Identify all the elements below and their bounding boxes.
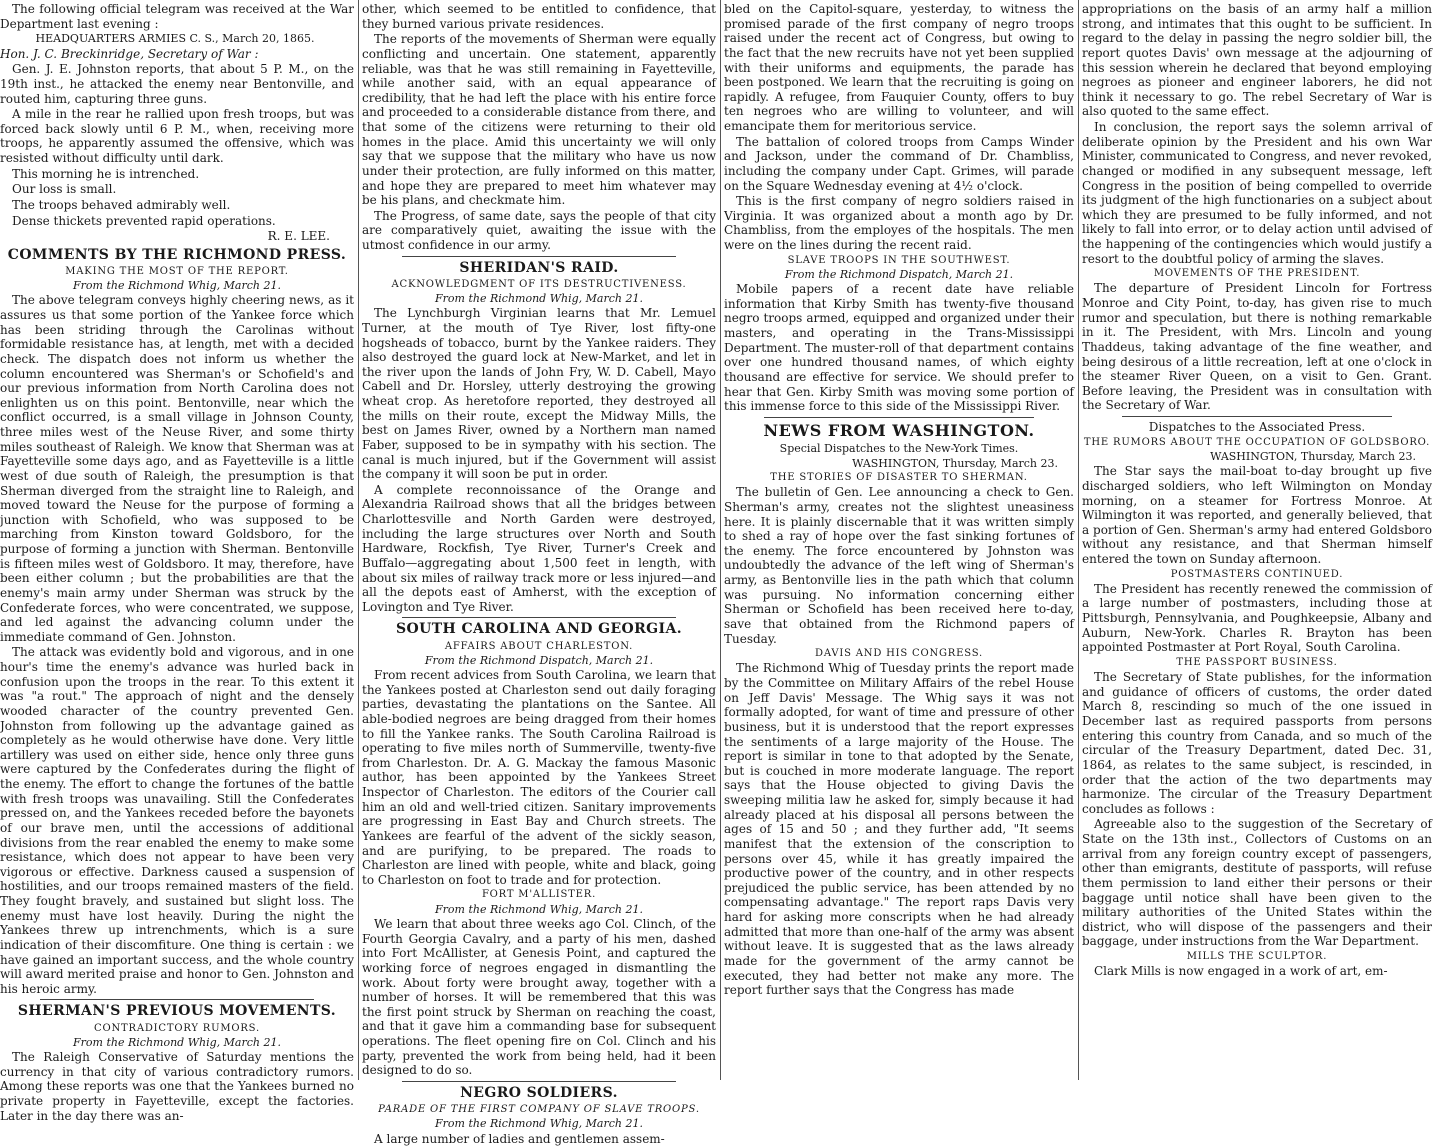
subheading: MAKING THE MOST OF THE REPORT.	[65, 265, 289, 277]
subheading: MILLS THE SCULPTOR.	[1186, 951, 1328, 963]
column-rule	[1078, 0, 1079, 1080]
subheading: DAVIS AND HIS CONGRESS.	[815, 648, 983, 660]
article-paragraph: Agreeable also to the suggestion of the Secretary of State on the 13th inst., Collectors of Customs on an arrival from any foreign country except of passengers, other than emigrants, destitute of passports, will refuse them permission to land either their persons or their baggage until notice shall have been given to the military authorities of the United States within the district, who will dispose of the passengers and their baggage, under instructions from the War Department.	[1082, 817, 1432, 949]
addressee: Hon. J. C. Breckinridge, Secretary of War :	[0, 46, 259, 61]
article-paragraph: The President has recently renewed the commission of a large number of postmasters, including those at Pittsburgh, Pennsylvania, and Poughkeepsie, Albany and Auburn, New-York. Charles R. Brayton has been appointed Postmaster at Port Royal, South Carolina.	[1082, 581, 1432, 655]
article-paragraph: The departure of President Lincoln for Fortress Monroe and City Point, to-day, has given rise to much rumor and speculation, but there is nothing remarkable in it. The President, with Mrs. Lincoln and young Thaddeus, taking advantage of the fine weather, and being desirous of a little recreation, left at one o'clock in the steamer River Queen, on a visit to Gen. Grant. Before leaving, the President was in consultation with the Secretary of War.	[1082, 281, 1432, 413]
section-divider	[402, 1081, 676, 1082]
subheading: SLAVE TROOPS IN THE SOUTHWEST.	[787, 254, 1011, 266]
article-paragraph: appropriations on the basis of an army half a million strong, and intimates that this ought to be sufficient. In regard to the delay in passing the negro soldier bill, the report quotes Davis' own message at the adjourning of this session wherein he declared that beyond employing negroes as pioneer and engineer laborers, he did not think it necessary to go. The rebel Secretary of War is also quoted to the same effect.	[1082, 2, 1432, 119]
dateline: WASHINGTON, Thursday, March 23.	[1210, 449, 1416, 463]
headline: COMMENTS BY THE RICHMOND PRESS.	[7, 246, 347, 263]
section-divider	[402, 617, 676, 618]
article-paragraph: Mobile papers of a recent date have reliable information that Kirby Smith has twenty-five thousand negro troops armed, equipped and organized under their masters, and operating in the Trans-Mississippi Department. The muster-roll of that department contains over one hundred thousand names, of which eighty thousand are effective for service. We should prefer to hear that Gen. Kirby Smith was moving some portion of this immense force to this side of the Mississippi River.	[724, 282, 1074, 414]
subheading: POSTMASTERS CONTINUED.	[1170, 568, 1344, 580]
article-paragraph: other, which seemed to be entitled to confidence, that they burned various private residences.	[362, 2, 716, 31]
subheading: PARADE OF THE FIRST COMPANY OF SLAVE TROOPS.	[378, 1104, 700, 1116]
article-paragraph: The Richmond Whig of Tuesday prints the report made by the Committee on Military Affairs of the rebel House on Jeff Davis' Message. The Whig says it was not formally adopted, for want of time and pressure of other business, but it is understood that the report expresses the sentiments of a large majority of the House. The report is similar in tone to that adopted by the Senate, but is couched in more moderate language. The report says that the House objected to giving Davis the sweeping militia law he asked for, simply because it had already placed at his disposal all persons between the ages of 15 and 50 ; and they further add, "It seems manifest that the extension of the conscription to persons over 45, while it has greatly impaired the productive power of the country, and in other respects prejudiced the public service, has been attended by no compensating advantage." The report raps Davis very hard for asking more conscripts when he had already admitted that more than one-half of the army was absent without leave. It is suggested that as the laws already made for the government of the army cannot be executed, they had better not make any more. The report further says that the Congress has made	[724, 661, 1074, 998]
byline: Dispatches to the Associated Press.	[1148, 420, 1366, 435]
column-1	[0, 2, 354, 1123]
telegram-line: This morning he is intrenched.	[12, 166, 200, 181]
subheading: CONTRADICTORY RUMORS.	[94, 1022, 260, 1034]
telegram-line: Dense thickets prevented rapid operations.	[12, 213, 276, 228]
column-2	[362, 2, 716, 1146]
signature: R. E. LEE.	[267, 229, 330, 244]
subheading: MOVEMENTS OF THE PRESIDENT.	[1153, 268, 1361, 280]
article-paragraph: The Secretary of State publishes, for the information and guidance of officers of customs, the order dated March 8, rescinding so much of the one issued in December last as required passports from persons entering this country from Canada, and so much of the circular of the Treasury Department, dated Dec. 31, 1864, as relates to the same subject, is rescinded, in order that the action of the two departments may harmonize. The circular of the Treasury Department concludes as follows :	[1082, 670, 1432, 816]
byline: Special Dispatches to the New-York Times.	[779, 442, 1019, 456]
article-paragraph: From recent advices from South Carolina, we learn that the Yankees posted at Charleston send out daily foraging parties, devastating the plantations on the Santee. All able-bodied negroes are being dragged from their homes to fill the Yankee ranks. The South Carolina Railroad is operating to five miles north of Summerville, twenty-five from Charleston. Dr. A. G. Mackay the famous Masonic author, has been appointed by the Yankees Street Inspector of Charleston. The editors of the Courier call him an old and well-tried citizen. Sanitary improvements are progressing in East Bay and Church streets. The Yankees are fearful of the advent of the sickly season, and are purifying, to be prepared. The roads to Charleston are lined with people, white and black, going to Charleston on foot to trade and for protection.	[362, 668, 716, 887]
article-paragraph: The Star says the mail-boat to-day brought up five discharged soldiers, who left Wilmington on Monday morning, on a steamer for Fortress Monroe. At Wilmington it was reported, and generally believed, that a portion of Gen. Sherman's army had entered Goldsboro without any resistance, and that Sherman himself entered the town on Sunday afternoon.	[1082, 464, 1432, 567]
telegram-line: A mile in the rear he rallied upon fresh troops, but was forced back slowly until 6 P. M., when, receiving more troops, he apparently assumed the offensive, which was resisted without difficulty until dark.	[0, 107, 354, 166]
article-paragraph: We learn that about three weeks ago Col. Clinch, of the Fourth Georgia Cavalry, and a party of his men, dashed into Fort McAllister, at Genesis Point, and captured the working force of negroes engaged in dismantling the work. About forty were brought away, together with a number of horses. It will be remembered that this was the first point struck by Sherman on reaching the coast, and that it gave him a commanding base for subsequent operations. The fleet opening fire on Col. Clinch and his party, prevented the work from being held, had it been designed to do so.	[362, 917, 716, 1078]
source-line: From the Richmond Whig, March 21.	[73, 279, 281, 293]
source-line: From the Richmond Whig, March 21.	[435, 1117, 643, 1131]
article-paragraph: The attack was evidently bold and vigorous, and in one hour's time the enemy's advance was hurled back in confusion upon the troops in the rear. To this extent it was "a rout." The approach of night and the densely wooded character of the country prevented Gen. Johnston from following up the advantage gained as completely as he would otherwise have done. Very little artillery was used on either side, hence only three guns were captured by the Confederates during the flight of the enemy. The effort to change the fortunes of the battle with fresh troops was unavailing. Still the Confederates pressed on, and the Yankees receded before the bayonets of our brave men, until the accessions of additional divisions from the rear enabled the enemy to make some resistance, which does not appear to have been very vigorous or effective. Darkness caused a suspension of hostilities, and our troops remained masters of the field. They fought bravely, and sustained but slight loss. The enemy must have lost heavily. During the night the Yankees threw up intrenchments, which is a sure indication of their discomfiture. One thing is certain : we have gained an important success, and the whole country will award merited praise and honor to Gen. Johnston and his heroic army.	[0, 645, 354, 996]
headline: SHERMAN'S PREVIOUS MOVEMENTS.	[17, 1003, 337, 1020]
article-paragraph: A complete reconnoissance of the Orange and Alexandria Railroad shows that all the bridges between Charlottesville and North Garden were destroyed, including the large structures over North and South Hardware, Rockfish, Tye River, Turner's Creek and Buffalo—aggregating about 1,500 feet in length, with about six miles of railway track more or less injured—and all the depots east of Amherst, with the exception of Lovington and Tye River.	[362, 482, 716, 614]
section-divider	[40, 999, 314, 1000]
source-line: From the Richmond Whig, March 21.	[435, 902, 643, 916]
article-paragraph: The battalion of colored troops from Camps Winder and Jackson, under the command of Dr. Chambliss, including the company under Capt. Grimes, will parade on the Square Wednesday evening at 4½ o'clock.	[724, 134, 1074, 193]
article-paragraph: The reports of the movements of Sherman were equally conflicting and uncertain. One statement, apparently reliable, was that he was still remaining in Fayetteville, while another said, with an equal appearance of credibility, that he had left the place with his entire force and proceeded to a considerable distance from there, and that some of the citizens were returning to their old homes in the place. Amid this uncertainty we will only say that we suppose that the military who have us now under their protection, are fully informed on this matter, and hope they are prepared to meet him whatever may be his plans, and checkmate him.	[362, 32, 716, 208]
article-paragraph: The Progress, of same date, says the people of that city are comparatively quiet, awaiting the issue with the utmost confidence in our army.	[362, 208, 716, 252]
article-paragraph: bled on the Capitol-square, yesterday, to witness the promised parade of the first company of negro troops raised under the recent act of Congress, but owing to the fact that the new recruits have not yet been supplied with their uniforms and equipments, the parade has been postponed. We learn that the recruiting is going on rapidly. A refugee, from Fauquier County, offers to buy ten negroes who are willing to volunteer, and will emancipate them for meritorious service.	[724, 2, 1074, 133]
dateline: WASHINGTON, Thursday, March 23.	[852, 456, 1058, 470]
headline: SHERIDAN'S RAID.	[459, 259, 619, 276]
subheading: FORT M'ALLISTER.	[481, 889, 597, 901]
column-3	[724, 2, 1074, 1078]
subheading: THE STORIES OF DISASTER TO SHERMAN.	[770, 472, 1028, 484]
telegram-line: Our loss is small.	[12, 182, 117, 197]
source-line: From the Richmond Dispatch, March 21.	[784, 267, 1014, 281]
article-paragraph: In conclusion, the report says the solemn arrival of deliberate opinion by the President and his own War Minister, communicated to Congress, and never revoked, changed or modified in any subsequent message, left Congress in the position of being compelled to override its judgment of the high functionaries on a subject about which they are presumed to be fully informed, and not likely to fall into error, or to delay action until advised of the happening of the contingencies which would justify a resort to the doubtful policy of arming the slaves.	[1082, 120, 1432, 266]
source-line: From the Richmond Dispatch, March 21.	[424, 653, 654, 667]
telegram-line: Gen. J. E. Johnston reports, that about 5 P. M., on the 19th inst., he attacked the enemy near Bentonville, and routed him, capturing three guns.	[0, 62, 354, 106]
dateline: HEADQUARTERS ARMIES C. S., March 20, 1865.	[35, 32, 315, 46]
section-divider	[402, 256, 676, 257]
section-divider	[1122, 416, 1392, 417]
article-paragraph: This is the first company of negro soldiers raised in Virginia. It was organized about a month ago by Dr. Chambliss, from the employes of the hospitals. The men were on the lines during the recent raid.	[724, 194, 1074, 252]
source-line: From the Richmond Whig, March 21.	[73, 1035, 281, 1049]
intro-text: The following official telegram was received at the War Department last evening :	[0, 2, 354, 31]
article-paragraph: The Raleigh Conservative of Saturday mentions the currency in that city of various contradictory rumors. Among these reports was one that the Yankees burned no private property in Fayetteville, except the factories. Later in the day there was an-	[0, 1050, 354, 1123]
subheading: THE RUMORS ABOUT THE OCCUPATION OF GOLDSBORO.	[1083, 436, 1431, 448]
telegram-line: The troops behaved admirably well.	[12, 197, 231, 212]
headline: NEGRO SOLDIERS.	[460, 1084, 618, 1101]
subheading: ACKNOWLEDGMENT OF ITS DESTRUCTIVENESS.	[391, 278, 687, 290]
column-rule	[358, 0, 359, 1080]
subheading: THE PASSPORT BUSINESS.	[1176, 656, 1338, 668]
column-rule	[720, 0, 721, 1080]
article-paragraph: The bulletin of Gen. Lee announcing a check to Gen. Sherman's army, creates not the slightest uneasiness here. It is plainly discernable that it was written simply to shed a ray of hope over the fast sinking fortunes of the enemy. The force encountered by Johnston was undoubtedly the advance of the left wing of Sherman's army, as Bentonville lies in the path which that column was pursuing. No information concerning either Sherman or Schofield has been received here to-day, save that obtained from the Richmond papers of Tuesday.	[724, 485, 1074, 646]
section-divider	[764, 417, 1034, 418]
article-paragraph: The Lynchburgh Virginian learns that Mr. Lemuel Turner, at the mouth of Tye River, lost fifty-one hogsheads of tobacco, burnt by the Yankee raiders. They also destroyed the guard lock at New-Market, and let in the river upon the lands of John Fry, W. D. Cabell, Mayo Cabell and Dr. Horsley, utterly destroying the growing wheat crop. As heretofore reported, they destroyed all the mills on their route, except the Midway Mills, the best on James River, owned by a Northern man named Faber, supposed to be in sympathy with his section. The canal is much injured, but if the Government will assist the company it will soon be put in order.	[362, 306, 716, 482]
column-4	[1082, 2, 1432, 1078]
article-paragraph: A large number of ladies and gentlemen assem-	[374, 1131, 665, 1146]
article-paragraph: Clark Mills is now engaged in a work of art, em-	[1094, 964, 1388, 979]
article-paragraph: The above telegram conveys highly cheering news, as it assures us that some portion of the Yankee force which has been striding through the Carolinas without formidable resistance has, at length, met with a decided check. The dispatch does not inform us whether the column encountered was Sherman's or Schofield's and our previous information from North Carolina does not enlighten us on this point. Bentonville, near which the conflict occurred, is a small village in Johnson County, three miles west of the Neuse River, and some thirty miles southeast of Raleigh. We know that Sherman was at Fayetteville some days ago, and as Fayetteville is a little west of due south of Raleigh, the presumption is that Sherman diverged from the straight line to Raleigh, and moved toward the Neuse for the purpose of forming a junction with Schofield, who was supposed to be marching from Kinston toward Goldsboro, for the purpose of forming a junction with Sherman. Bentonville is fifteen miles west of Goldsboro. It may, therefore, have been either column ; but the probabilities are that the enemy's main army under Sherman was struck by the Confederate forces, who were concentrated, we suppose, and led against the advancing column under the immediate command of Gen. Johnston.	[0, 293, 354, 644]
headline: SOUTH CAROLINA AND GEORGIA.	[396, 621, 682, 638]
subheading: AFFAIRS ABOUT CHARLESTON.	[444, 640, 634, 652]
headline: NEWS FROM WASHINGTON.	[763, 420, 1035, 440]
source-line: From the Richmond Whig, March 21.	[435, 291, 643, 305]
